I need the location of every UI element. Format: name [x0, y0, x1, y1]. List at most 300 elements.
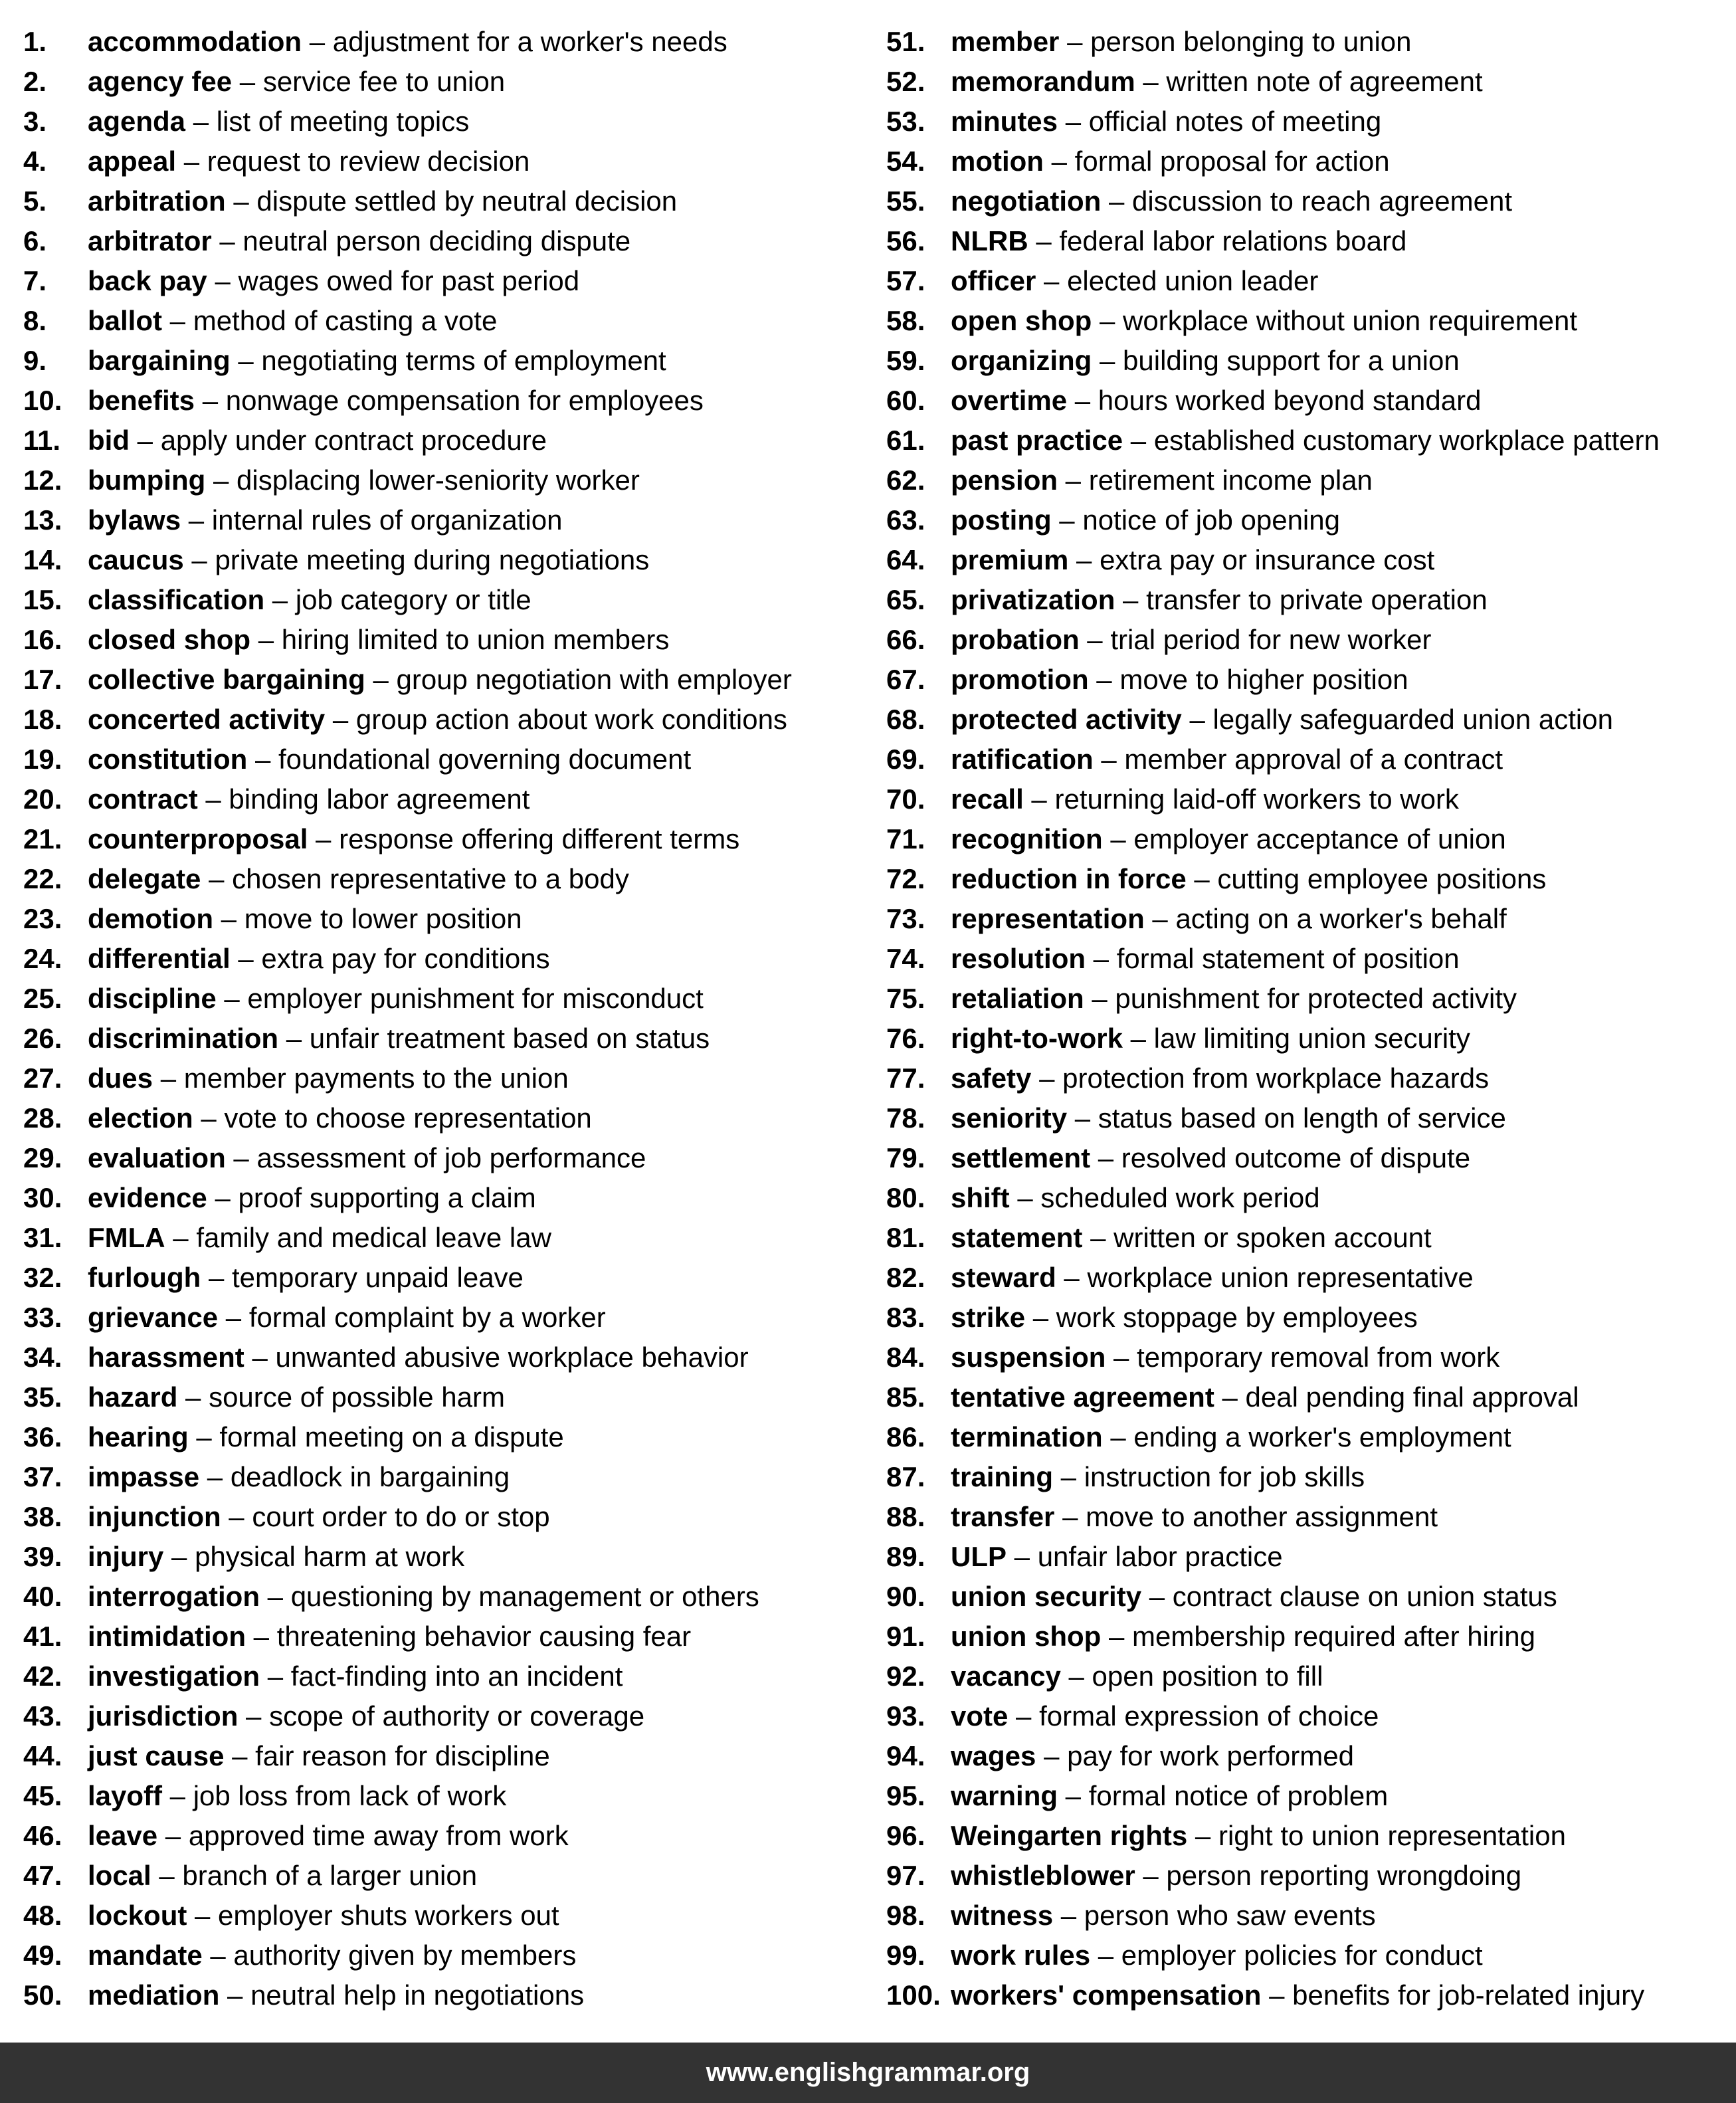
item-separator: – — [245, 1621, 277, 1652]
item-term: recognition — [951, 823, 1103, 854]
item-term: reduction in force — [951, 863, 1187, 894]
list-item — [886, 1736, 1730, 1776]
list-item — [23, 740, 880, 779]
item-number: 100. — [886, 1979, 941, 2011]
item-definition: trial period for new worker — [1110, 624, 1432, 655]
list-item — [23, 1457, 880, 1497]
list-item — [886, 1617, 1730, 1656]
item-definition: fair reason for discipline — [255, 1740, 550, 1771]
item-separator: – — [157, 1820, 189, 1851]
item-term: witness — [951, 1900, 1054, 1931]
item-definition: benefits for job-related injury — [1292, 1979, 1645, 2011]
list-item — [886, 540, 1730, 580]
list-item — [23, 1617, 880, 1656]
item-separator: – — [1036, 265, 1068, 296]
item-number: 33. — [23, 1302, 62, 1333]
list-item — [886, 1896, 1730, 1936]
item-definition: person who saw events — [1084, 1900, 1376, 1931]
item-definition: nonwage compensation for employees — [225, 385, 704, 416]
item-definition: unwanted abusive workplace behavior — [275, 1342, 749, 1373]
item-separator: – — [365, 664, 397, 695]
item-separator: – — [1102, 1421, 1134, 1452]
list-item — [886, 620, 1730, 660]
item-definition: extra pay for conditions — [261, 943, 550, 974]
item-number: 56. — [886, 225, 925, 256]
item-term: local — [88, 1860, 151, 1891]
list-item — [23, 1856, 880, 1896]
item-separator: – — [1084, 983, 1115, 1014]
item-term: seniority — [951, 1102, 1068, 1134]
item-definition: deal pending final approval — [1245, 1381, 1579, 1413]
item-definition: right to union representation — [1218, 1820, 1566, 1851]
item-number: 29. — [23, 1142, 62, 1173]
item-number: 95. — [886, 1780, 925, 1811]
item-definition: group action about work conditions — [355, 704, 787, 735]
item-separator: – — [218, 1302, 249, 1333]
list-item — [886, 1338, 1730, 1377]
item-separator: – — [153, 1062, 184, 1094]
item-definition: request to review decision — [207, 146, 530, 177]
item-number: 99. — [886, 1940, 925, 1971]
list-item — [23, 819, 880, 859]
list-item — [23, 62, 880, 102]
item-separator: – — [1007, 1541, 1038, 1572]
item-definition: elected union leader — [1067, 265, 1319, 296]
item-number: 47. — [23, 1860, 62, 1891]
item-definition: discussion to reach agreement — [1132, 185, 1512, 217]
item-term: election — [88, 1102, 193, 1134]
list-item — [23, 1936, 880, 1975]
list-item — [886, 899, 1730, 939]
item-number: 50. — [23, 1979, 62, 2011]
list-item — [886, 1298, 1730, 1338]
item-term: harassment — [88, 1342, 244, 1373]
item-term: bumping — [88, 464, 206, 496]
item-number: 1. — [23, 26, 47, 57]
item-definition: employer punishment for misconduct — [247, 983, 704, 1014]
item-separator: – — [302, 26, 333, 57]
item-number: 40. — [23, 1581, 62, 1612]
list-item — [886, 142, 1730, 181]
item-separator: – — [1025, 1302, 1056, 1333]
item-term: NLRB — [951, 225, 1028, 256]
item-term: counterproposal — [88, 823, 308, 854]
item-term: Weingarten rights — [951, 1820, 1188, 1851]
item-definition: questioning by management or others — [290, 1581, 759, 1612]
item-term: steward — [951, 1262, 1056, 1293]
list-item — [886, 1936, 1730, 1975]
item-term: open shop — [951, 305, 1092, 336]
footer-url: www.englishgrammar.org — [706, 2058, 1030, 2087]
list-item — [886, 1019, 1730, 1058]
item-number: 2. — [23, 66, 47, 97]
item-separator: – — [1086, 943, 1117, 974]
list-item — [886, 1975, 1730, 2015]
item-definition: job loss from lack of work — [193, 1780, 507, 1811]
list-item — [23, 1338, 880, 1377]
item-definition: temporary removal from work — [1137, 1342, 1500, 1373]
item-number: 89. — [886, 1541, 925, 1572]
item-number: 39. — [23, 1541, 62, 1572]
item-term: injury — [88, 1541, 164, 1572]
list-item — [886, 779, 1730, 819]
item-number: 10. — [23, 385, 62, 416]
item-definition: legally safeguarded union action — [1212, 704, 1613, 735]
item-number: 34. — [23, 1342, 62, 1373]
item-term: agency fee — [88, 66, 233, 97]
item-definition: formal meeting on a dispute — [219, 1421, 564, 1452]
list-item — [886, 1537, 1730, 1577]
list-item — [23, 1537, 880, 1577]
item-number: 20. — [23, 783, 62, 815]
item-number: 78. — [886, 1102, 925, 1134]
item-separator: – — [1181, 704, 1213, 735]
item-number: 83. — [886, 1302, 925, 1333]
item-term: probation — [951, 624, 1080, 655]
item-term: ballot — [88, 305, 162, 336]
item-term: past practice — [951, 425, 1123, 456]
list-item — [886, 1058, 1730, 1098]
item-number: 3. — [23, 106, 47, 137]
item-definition: hiring limited to union members — [281, 624, 670, 655]
item-separator: – — [1092, 345, 1123, 376]
item-separator: – — [1093, 744, 1125, 775]
list-item — [23, 1298, 880, 1338]
item-number: 61. — [886, 425, 925, 456]
item-separator: – — [230, 943, 262, 974]
item-number: 59. — [886, 345, 925, 376]
item-term: retaliation — [951, 983, 1084, 1014]
item-term: evaluation — [88, 1142, 226, 1173]
item-separator: – — [230, 345, 262, 376]
item-separator: – — [1186, 863, 1218, 894]
item-number: 11. — [23, 425, 61, 456]
item-number: 52. — [886, 66, 925, 97]
item-separator: – — [1102, 823, 1134, 854]
item-number: 49. — [23, 1940, 62, 1971]
list-item — [886, 660, 1730, 700]
item-separator: – — [183, 544, 215, 575]
item-definition: list of meeting topics — [216, 106, 470, 137]
list-item — [23, 421, 880, 460]
item-separator: – — [1036, 1740, 1068, 1771]
list-item — [23, 142, 880, 181]
item-separator: – — [201, 1262, 232, 1293]
item-separator: – — [185, 106, 217, 137]
item-number: 77. — [886, 1062, 925, 1094]
list-item — [23, 1896, 880, 1936]
item-term: closed shop — [88, 624, 251, 655]
item-definition: formal expression of choice — [1039, 1700, 1379, 1732]
item-definition: fact-finding into an incident — [290, 1660, 623, 1692]
item-term: recall — [951, 783, 1024, 815]
item-definition: written or spoken account — [1113, 1222, 1432, 1253]
item-separator: – — [163, 1541, 195, 1572]
item-number: 55. — [886, 185, 925, 217]
list-item — [23, 1058, 880, 1098]
item-term: just cause — [88, 1740, 225, 1771]
item-separator: – — [1054, 1501, 1086, 1532]
list-item — [23, 899, 880, 939]
item-term: lockout — [88, 1900, 187, 1931]
item-number: 23. — [23, 903, 62, 934]
item-separator: – — [202, 1940, 234, 1971]
list-item — [886, 1258, 1730, 1298]
list-item — [886, 62, 1730, 102]
item-term: dues — [88, 1062, 153, 1094]
item-term: transfer — [951, 1501, 1055, 1532]
item-definition: proof supporting a claim — [238, 1182, 536, 1213]
item-number: 58. — [886, 305, 925, 336]
item-number: 75. — [886, 983, 925, 1014]
item-term: settlement — [951, 1142, 1091, 1173]
item-separator: – — [1058, 1780, 1089, 1811]
item-term: training — [951, 1461, 1053, 1492]
list-item — [23, 540, 880, 580]
item-term: memorandum — [951, 66, 1135, 97]
item-number: 90. — [886, 1581, 925, 1612]
item-definition: building support for a union — [1123, 345, 1460, 376]
item-separator: – — [1141, 1581, 1173, 1612]
item-number: 26. — [23, 1023, 62, 1054]
item-separator: – — [225, 185, 257, 217]
item-separator: – — [205, 464, 237, 496]
item-number: 36. — [23, 1421, 62, 1452]
item-definition: formal proposal for action — [1074, 146, 1390, 177]
list-item — [886, 1577, 1730, 1617]
item-definition: private meeting during negotiations — [215, 544, 650, 575]
item-separator: – — [225, 1142, 257, 1173]
item-separator: – — [1053, 1461, 1084, 1492]
item-number: 4. — [23, 146, 47, 177]
item-term: contract — [88, 783, 198, 815]
item-term: wages — [951, 1740, 1036, 1771]
item-number: 45. — [23, 1780, 62, 1811]
item-separator: – — [1023, 783, 1055, 815]
item-separator: – — [181, 504, 212, 536]
item-definition: unfair treatment based on status — [309, 1023, 710, 1054]
item-number: 73. — [886, 903, 925, 934]
item-term: premium — [951, 544, 1069, 575]
item-term: safety — [951, 1062, 1032, 1094]
item-separator: – — [207, 1182, 239, 1213]
item-separator: – — [1009, 1182, 1041, 1213]
item-term: interrogation — [88, 1581, 260, 1612]
item-number: 12. — [23, 464, 62, 496]
item-term: concerted activity — [88, 704, 326, 735]
item-number: 17. — [23, 664, 62, 695]
list-item — [23, 660, 880, 700]
item-definition: response offering different terms — [339, 823, 740, 854]
item-definition: foundational governing document — [278, 744, 692, 775]
item-term: bid — [88, 425, 130, 456]
item-term: strike — [951, 1302, 1026, 1333]
item-number: 46. — [23, 1820, 62, 1851]
item-number: 21. — [23, 823, 62, 854]
item-separator: – — [250, 624, 282, 655]
list-item — [23, 1178, 880, 1218]
item-number: 16. — [23, 624, 62, 655]
item-separator: – — [1053, 1900, 1084, 1931]
item-definition: adjustment for a worker's needs — [332, 26, 727, 57]
list-item — [886, 341, 1730, 381]
item-number: 32. — [23, 1262, 62, 1293]
item-definition: internal rules of organization — [211, 504, 563, 536]
item-definition: group negotiation with employer — [396, 664, 792, 695]
item-separator: – — [216, 983, 248, 1014]
item-number: 35. — [23, 1381, 62, 1413]
list-item — [886, 819, 1730, 859]
item-number: 6. — [23, 225, 47, 256]
item-term: representation — [951, 903, 1145, 934]
item-term: bylaws — [88, 504, 181, 536]
item-separator: – — [1060, 1660, 1092, 1692]
item-separator: – — [1031, 1062, 1063, 1094]
item-term: mandate — [88, 1940, 203, 1971]
item-separator: – — [244, 1342, 276, 1373]
item-separator: – — [213, 903, 244, 934]
item-definition: displacing lower-seniority worker — [237, 464, 640, 496]
right-column — [886, 22, 1730, 2015]
item-separator: – — [1214, 1381, 1246, 1413]
item-separator: – — [1122, 1023, 1154, 1054]
list-item — [23, 261, 880, 301]
item-term: classification — [88, 584, 265, 615]
item-definition: federal labor relations board — [1059, 225, 1407, 256]
item-separator: – — [232, 66, 263, 97]
item-definition: move to lower position — [244, 903, 522, 934]
item-definition: official notes of meeting — [1088, 106, 1382, 137]
item-term: jurisdiction — [88, 1700, 239, 1732]
item-term: officer — [951, 265, 1036, 296]
item-definition: employer policies for conduct — [1121, 1940, 1483, 1971]
item-definition: work stoppage by employees — [1056, 1302, 1418, 1333]
item-definition: branch of a larger union — [182, 1860, 478, 1891]
item-number: 76. — [886, 1023, 925, 1054]
item-definition: retirement income plan — [1088, 464, 1373, 496]
list-item — [23, 1098, 880, 1138]
item-number: 69. — [886, 744, 925, 775]
list-item — [886, 221, 1730, 261]
item-term: agenda — [88, 106, 186, 137]
item-number: 64. — [886, 544, 925, 575]
item-definition: move to another assignment — [1086, 1501, 1438, 1532]
item-number: 88. — [886, 1501, 925, 1532]
item-definition: chosen representative to a body — [232, 863, 629, 894]
item-definition: physical harm at work — [195, 1541, 465, 1572]
item-term: accommodation — [88, 26, 302, 57]
item-definition: pay for work performed — [1067, 1740, 1354, 1771]
item-separator: – — [1123, 425, 1154, 456]
list-item — [23, 1776, 880, 1816]
item-term: resolution — [951, 943, 1086, 974]
item-term: discipline — [88, 983, 217, 1014]
item-separator: – — [278, 1023, 310, 1054]
item-term: delegate — [88, 863, 201, 894]
item-number: 24. — [23, 943, 62, 974]
item-term: leave — [88, 1820, 158, 1851]
item-definition: protection from workplace hazards — [1062, 1062, 1490, 1094]
item-definition: court order to do or stop — [252, 1501, 550, 1532]
item-definition: member approval of a contract — [1124, 744, 1503, 775]
item-term: union security — [951, 1581, 1142, 1612]
item-number: 85. — [886, 1381, 925, 1413]
item-term: protected activity — [951, 704, 1182, 735]
item-definition: approved time away from work — [188, 1820, 569, 1851]
item-term: member — [951, 26, 1060, 57]
list-item — [23, 979, 880, 1019]
item-number: 82. — [886, 1262, 925, 1293]
list-item — [23, 1696, 880, 1736]
item-term: injunction — [88, 1501, 221, 1532]
item-separator: – — [247, 744, 278, 775]
item-number: 15. — [23, 584, 62, 615]
item-separator: – — [176, 146, 207, 177]
list-item — [23, 460, 880, 500]
item-number: 41. — [23, 1621, 62, 1652]
item-term: termination — [951, 1421, 1103, 1452]
item-number: 86. — [886, 1421, 925, 1452]
item-separator: – — [1090, 1940, 1121, 1971]
item-definition: hours worked beyond standard — [1098, 385, 1482, 416]
item-definition: family and medical leave law — [196, 1222, 551, 1253]
item-number: 30. — [23, 1182, 62, 1213]
item-number: 25. — [23, 983, 62, 1014]
list-item — [886, 1098, 1730, 1138]
list-item — [886, 580, 1730, 620]
item-term: demotion — [88, 903, 213, 934]
item-term: hearing — [88, 1421, 189, 1452]
item-definition: service fee to union — [262, 66, 506, 97]
list-item — [23, 620, 880, 660]
item-number: 68. — [886, 704, 925, 735]
item-number: 91. — [886, 1621, 925, 1652]
item-definition: member payments to the union — [183, 1062, 569, 1094]
item-number: 97. — [886, 1860, 925, 1891]
item-separator: – — [1056, 1262, 1088, 1293]
item-number: 37. — [23, 1461, 62, 1492]
list-item — [23, 859, 880, 899]
list-item — [23, 1417, 880, 1457]
item-term: evidence — [88, 1182, 207, 1213]
item-definition: dispute settled by neutral decision — [256, 185, 678, 217]
item-term: privatization — [951, 584, 1115, 615]
item-definition: ending a worker's employment — [1133, 1421, 1511, 1452]
item-separator: – — [1043, 146, 1075, 177]
item-number: 5. — [23, 185, 47, 217]
item-separator: – — [1082, 1222, 1114, 1253]
item-number: 92. — [886, 1660, 925, 1692]
item-separator: – — [1088, 664, 1120, 695]
item-separator: – — [187, 1900, 219, 1931]
item-definition: resolved outcome of dispute — [1121, 1142, 1471, 1173]
item-definition: job category or title — [295, 584, 531, 615]
item-definition: instruction for job skills — [1084, 1461, 1365, 1492]
item-number: 66. — [886, 624, 925, 655]
list-item — [886, 1218, 1730, 1258]
item-definition: move to higher position — [1119, 664, 1408, 695]
item-number: 63. — [886, 504, 925, 536]
item-number: 79. — [886, 1142, 925, 1173]
item-number: 81. — [886, 1222, 925, 1253]
list-item — [886, 979, 1730, 1019]
item-number: 60. — [886, 385, 925, 416]
list-item — [23, 1577, 880, 1617]
item-number: 22. — [23, 863, 62, 894]
item-separator: – — [238, 1700, 270, 1732]
item-term: negotiation — [951, 185, 1102, 217]
item-definition: formal notice of problem — [1088, 1780, 1389, 1811]
